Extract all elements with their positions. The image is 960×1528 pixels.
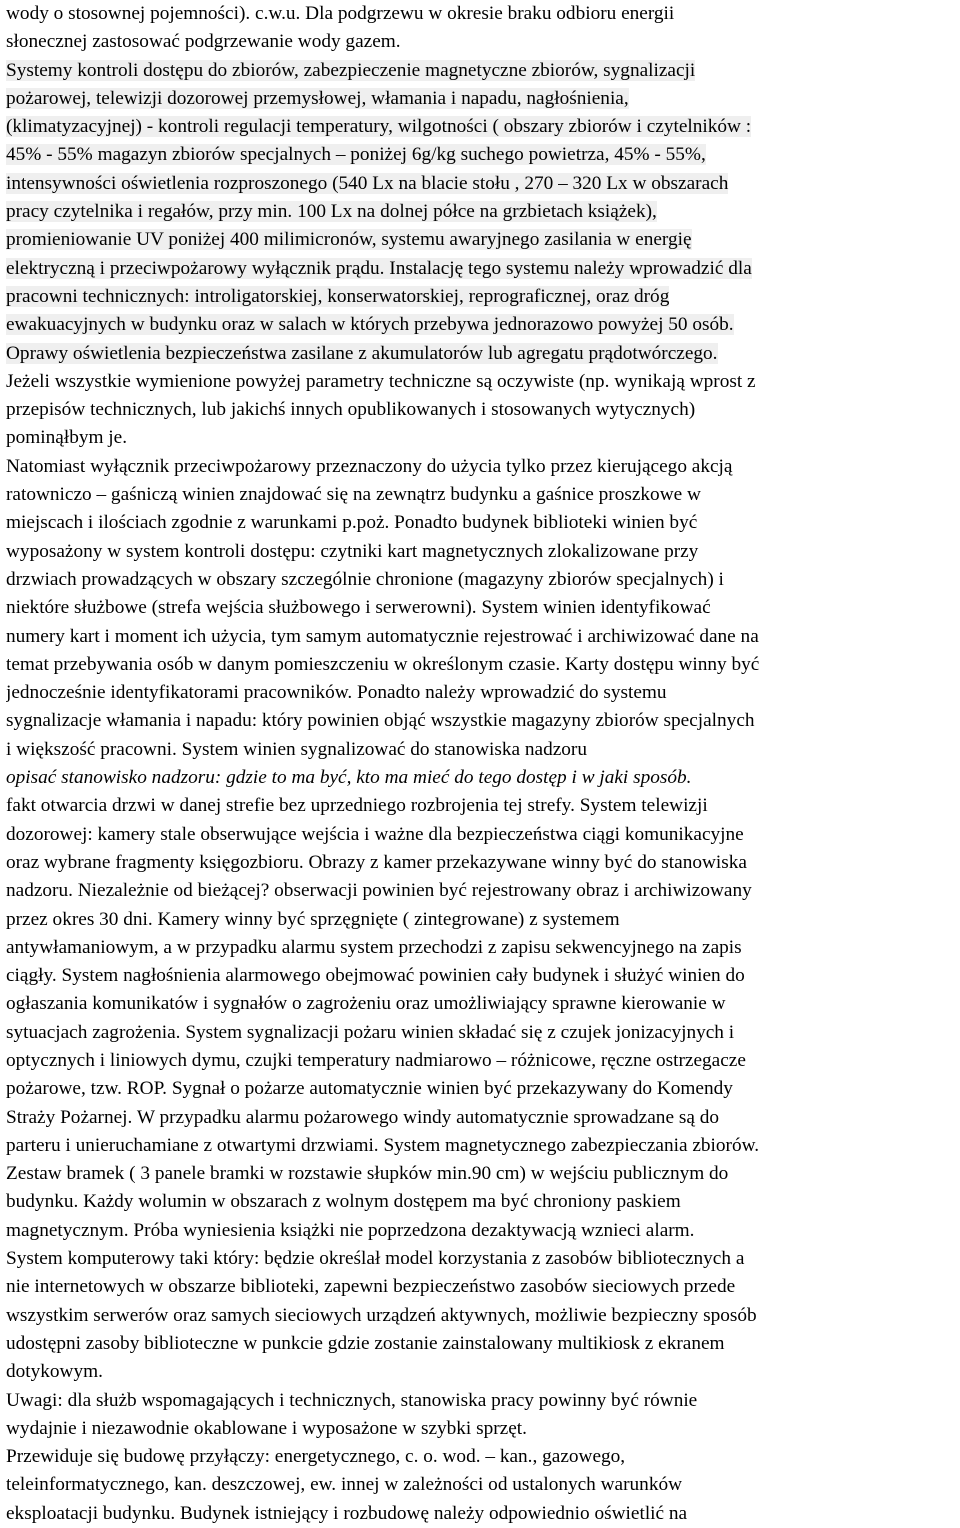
text-line: magnetycznym. Próba wyniesienia książki nie poprzedzona dezaktywacją wznieci alarm. [6, 1219, 695, 1241]
text-line [6, 141, 954, 169]
text-line: miejscach i ilościach zgodnie z warunkami p.poż. Ponadto budynek biblioteki winien być [6, 512, 698, 534]
italic-note-line: opisać stanowisko nadzoru: gdzie to ma być, kto ma mieć do tego dostęp i w jaki sposób. [6, 767, 692, 789]
text-line: System komputerowy taki który: będzie określał model korzystania z zasobów bibliotecznych a [6, 1248, 745, 1270]
text-line: słonecznej zastosować podgrzewanie wody gazem. [6, 31, 401, 53]
text-line [6, 226, 954, 254]
text-line: drzwiach prowadzących w obszary szczególnie chronione (magazyny zbiorów specjalnych) i [6, 568, 724, 590]
text-line [6, 340, 954, 368]
highlighted-text: elektryczną i przeciwpożarowy wyłącznik prądu. Instalację tego systemu należy wprowadzić dla [6, 257, 752, 279]
text-line: dozorowej: kamery stale obserwujące wejścia i ważne dla bezpieczeństwa ciągi komunikacyjne [6, 823, 744, 845]
highlighted-text: pracowni technicznych: introligatorskiej, konserwatorskiej, reprograficznej, oraz dróg [6, 285, 670, 307]
text-line: przez okres 30 dni. Kamery winny być sprzęgnięte ( zintegrowane) z systemem [6, 908, 620, 930]
text-line: Natomiast wyłącznik przeciwpożarowy przeznaczony do użycia tylko przez kierującego akcją [6, 455, 733, 477]
highlighted-text: pracy czytelnika i regałów, przy min. 100 Lx na dolnej półce na grzbietach książek), [6, 201, 657, 223]
text-line [6, 113, 954, 141]
text-line [6, 198, 954, 226]
text-line: temat przebywania osób w danym pomieszczeniu w określonym czasie. Karty dostępu winny być [6, 653, 760, 675]
text-line: i większość pracowni. System winien sygnalizować do stanowiska nadzoru [6, 738, 587, 760]
text-line: niektóre służbowe (strefa wejścia służbowego i serwerowni). System winien identyfikować [6, 597, 711, 619]
text-line: pominąłbym je. [6, 427, 128, 449]
text-line: eksploatacji budynku. Budynek istniejący i rozbudowę należy odpowiednio oświetlić na [6, 1502, 688, 1524]
text-line: nie internetowych w obszarze biblioteki, zapewni bezpieczeństwo zasobów sieciowych przede [6, 1276, 736, 1298]
highlighted-text: Systemy kontroli dostępu do zbiorów, zabezpieczenie magnetyczne zbiorów, sygnalizacji [6, 59, 696, 81]
text-line: Uwagi: dla służb wspomagających i technicznych, stanowiska pracy powinny być równie [6, 1389, 698, 1411]
text-line: Przewiduje się budowę przyłączy: energetycznego, c. o. wod. – kan., gazowego, [6, 1446, 626, 1468]
text-line: ogłaszania komunikatów i sygnałów o zagrożeniu oraz umożliwiający sprawne kierowanie w [6, 993, 726, 1015]
text-line: wydajnie i niezawodnie okablowane i wyposażone w szybki sprzęt. [6, 1417, 527, 1439]
text-line: wody o stosownej pojemności). c.w.u. Dla podgrzewu w okresie braku odbioru energii [6, 3, 675, 24]
highlighted-text: pożarowej, telewizji dozorowej przemysłowej, włamania i napadu, nagłośnienia, [6, 87, 629, 109]
text-line: ciągły. System nagłośnienia alarmowego obejmować powinien cały budynek i służyć winien do [6, 965, 745, 987]
text-line: Jeżeli wszystkie wymienione powyżej parametry techniczne są oczywiste (np. wynikają wprost z [6, 370, 756, 392]
text-line [6, 85, 954, 113]
text-line: dotykowym. [6, 1361, 103, 1383]
text-line: przepisów technicznych, lub jakichś innych opublikowanych i stosowanych wytycznych) [6, 399, 696, 421]
text-line: wszystkim serwerów oraz samych sieciowych urządzeń aktywnych, możliwie bezpieczny sposób [6, 1304, 757, 1326]
highlighted-text: intensywności oświetlenia rozproszonego (540 Lx na blacie stołu , 270 – 320 Lx w obszarach [6, 172, 729, 194]
text-line: ratowniczo – gaśniczą winien znajdować się na zewnątrz budynku a gaśnice proszkowe w [6, 484, 701, 506]
highlighted-text: 45% - 55% magazyn zbiorów specjalnych – poniżej 6g/kg suchego powietrza, 45% - 55%, [6, 144, 706, 166]
text-line [6, 170, 954, 198]
text-line: pożarowe, tzw. ROP. Sygnał o pożarze automatycznie winien być przekazywany do Komendy [6, 1078, 733, 1100]
text-line: oraz wybrane fragmenty księgozbioru. Obrazy z kamer przekazywane winny być do stanowiska [6, 851, 747, 873]
text-line: fakt otwarcia drzwi w danej strefie bez uprzedniego rozbrojenia tej strefy. System telewizji [6, 795, 708, 817]
text-line: Zestaw bramek ( 3 panele bramki w rozstawie słupków min.90 cm) w wejściu publicznym do [6, 1163, 729, 1185]
text-line: Straży Pożarnej. W przypadku alarmu pożarowego windy automatycznie sprowadzane są do [6, 1106, 719, 1128]
text-line [6, 311, 954, 339]
text-line [6, 57, 954, 85]
text-line: parteru i unieruchamiane z otwartymi drzwiami. System magnetycznego zabezpieczania zbiorów. [6, 1134, 760, 1156]
text-line: optycznych i liniowych dymu, czujki temperatury nadmiarowo – różnicowe, ręczne ostrzegacze [6, 1049, 746, 1071]
text-line: sytuacjach zagrożenia. System sygnalizacji pożaru winien składać się z czujek jonizacyjnych i [6, 1021, 735, 1043]
text-line: sygnalizacje włamania i napadu: który powinien objąć wszystkie magazyny zbiorów specjalnych [6, 710, 755, 732]
highlighted-text: promieniowanie UV poniżej 400 milimicronów, systemu awaryjnego zasilania w energię [6, 229, 692, 251]
text-line: udostępni zasoby biblioteczne w punkcie gdzie zostanie zainstalowany multikiosk z ekranem [6, 1332, 725, 1354]
text-line: jednocześnie identyfikatorami pracowników. Ponadto należy wprowadzić do systemu [6, 682, 667, 704]
text-line: nadzoru. Niezależnie od bieżącej? obserwacji powinien być rejestrowany obraz i archiwizowany [6, 880, 752, 902]
text-line: teleinformatycznego, kan. deszczowej, ew. innej w zależności od ustalonych warunków [6, 1474, 683, 1496]
text-line: numery kart i moment ich użycia, tym samym automatycznie rejestrować i archiwizować dane na [6, 625, 759, 647]
text-line [6, 283, 954, 311]
text-line: antywłamaniowym, a w przypadku alarmu system przechodzi z zapisu sekwencyjnego na zapis [6, 936, 742, 958]
highlighted-text: (klimatyzacyjnej) - kontroli regulacji temperatury, wilgotności ( obszary zbiorów i czytelników : [6, 116, 752, 138]
text-line: budynku. Każdy wolumin w obszarach z wolnym dostępem ma być chroniony paskiem [6, 1191, 681, 1213]
text-line [6, 255, 954, 283]
highlighted-text: Oprawy oświetlenia bezpieczeństwa zasilane z akumulatorów lub agregatu prądotwórczego. [6, 342, 718, 364]
highlighted-text: ewakuacyjnych w budynku oraz w salach w których przebywa jednorazowo powyżej 50 osób. [6, 314, 734, 336]
text-line: wyposażony w system kontroli dostępu: czytniki kart magnetycznych zlokalizowane przy [6, 540, 699, 562]
